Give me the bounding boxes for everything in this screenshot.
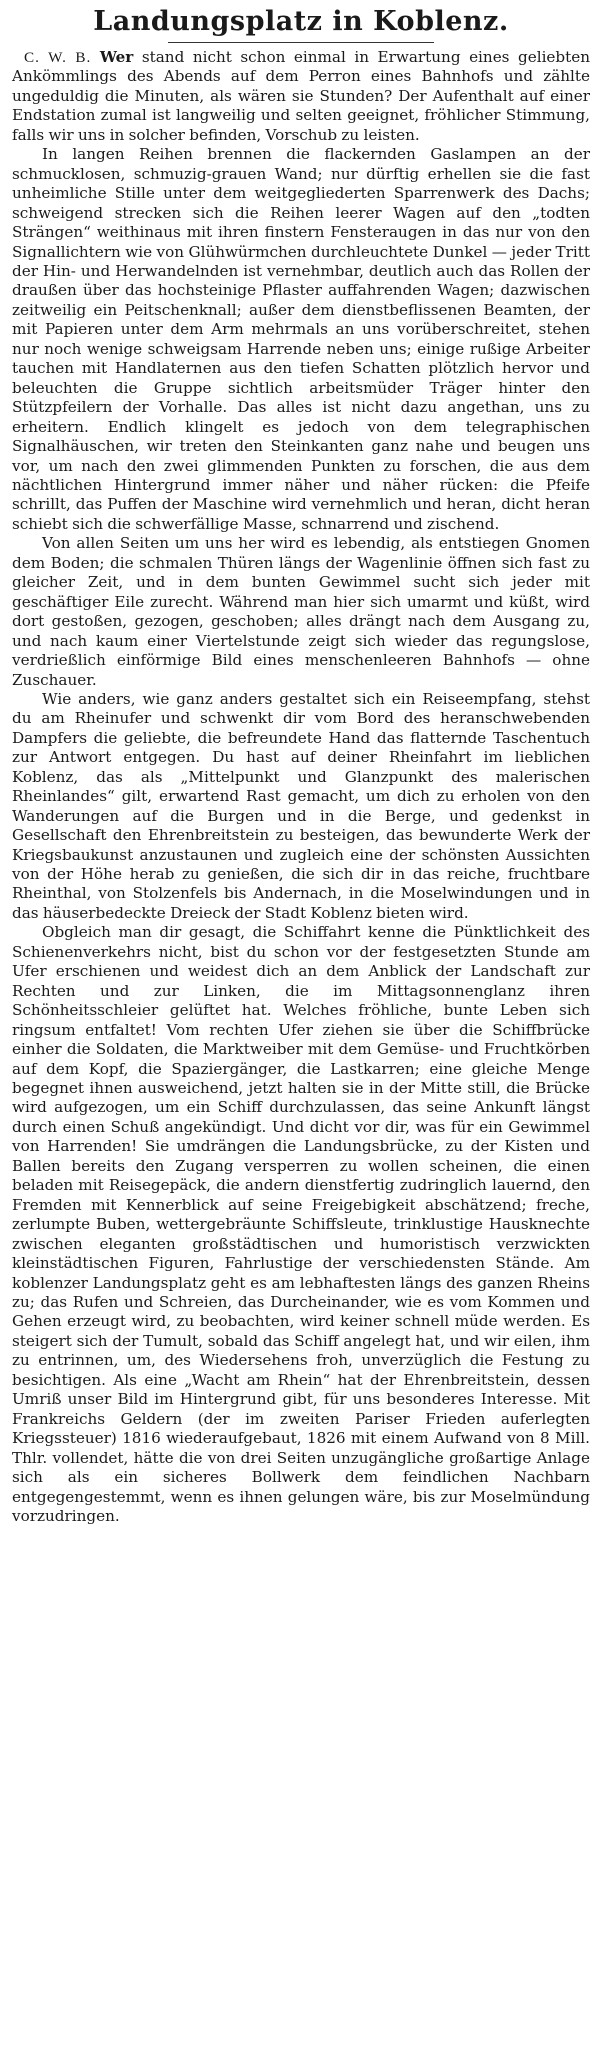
- author-initials: C. W. B.: [24, 49, 92, 66]
- article-paragraph-4: Wie anders, wie ganz anders gestaltet sich ein Reiseempfang, stehst du am Rheinufer und schwenkt dir vom Bord des heranschwebenden Dampfers die geliebte, die befreundete Hand das flatternde Taschentuch zur Antwort entgegen. Du hast auf deiner Rheinfahrt im lieblichen Koblenz, das als „Mittelpunkt und Glanzpunkt des malerischen Rheinlandes“ gilt, erwartend Rast gemacht, um dich zu erholen von den Wanderungen auf die Burgen und in die Berge, und gedenkst in Gesellschaft den Ehrenbreitstein zu besteigen, das bewunderte Werk der Kriegsbaukunst anzustaunen und zugleich eine der schönsten Aussichten von der Höhe herab zu genießen, die sich dir in das reiche, fruchtbare Rheinthal, von Stolzenfels bis Andernach, in die Moselwindungen und in das häuserbedeckte Dreieck der Stadt Koblenz bieten wird.: [12, 689, 590, 922]
- title-divider: [168, 42, 434, 43]
- article-paragraph-5: Obgleich man dir gesagt, die Schiffahrt kenne die Pünktlichkeit des Schienenverkehrs nicht, bist du schon vor der festgesetzten Stunde am Ufer erschienen und weidest dich an dem Anblick der Landschaft zur Rechten und zur Linken, die im Mittagsonnenglanz ihren Schönheitsschleier gelüftet hat. Welches fröhliche, bunte Leben sich ringsum entfaltet! Vom rechten Ufer ziehen sie über die Schiffbrücke einher die Soldaten, die Marktweiber mit dem Gemüse- und Fruchtkörben auf dem Kopf, die Spaziergänger, die Lastkarren; eine gleiche Menge begegnet ihnen ausweichend, jetzt halten sie in der Mitte still, die Brücke wird aufgezogen, um ein Schiff durchzulassen, das seine Ankunft längst durch einen Schuß angekündigt. Und dicht vor dir, was für ein Gewimmel von Harrenden! Sie umdrängen die Landungsbrücke, zu der Kisten und Ballen bereits den Zugang versperren zu wollen scheinen, die einen beladen mit Reisegepäck, die andern dienstfertig zudringlich lauernd, den Fremden mit Kennerblick auf seine Freigebigkeit abschätzend; freche, zerlumpte Buben, wettergebräunte Schiffsleute, trinklustige Hausknechte zwischen eleganten großstädtischen und humoristisch verzwickten kleinstädtischen Figuren, Fahrlustige der verschiedensten Stände. Am koblenzer Landungsplatz geht es am lebhaftesten längs des ganzen Rheins zu; das Rufen und Schreien, das Durcheinander, wie es vom Kommen und Gehen erzeugt wird, zu beobachten, wird keiner schnell müde werden. Es steigert sich der Tumult, sobald das Schiff angelegt hat, und wir eilen, ihm zu entrinnen, um, des Wiedersehens froh, unverzüglich die Festung zu besichtigen. Als eine „Wacht am Rhein“ hat der Ehrenbreitstein, dessen Umriß unser Bild im Hintergrund gibt, für uns besonderes Interesse. Mit Frankreichs Geldern (der im zweiten Pariser Frieden auferlegten Kriegssteuer) 1816 wiederaufgebaut, 1826 mit einem Aufwand von 8 Mill. Thlr. vollendet, hätte die von drei Seiten unzugängliche großartige Anlage sich als ein sicheres Bollwerk dem feindlichen Nachbarn entgegengestemmt, wenn es ihnen gelungen wäre, bis zur Moselmündung vorzudringen.: [12, 923, 590, 1525]
- paragraph-text: stand nicht schon einmal in Erwartung eines geliebten Ankömmlings des Abends auf dem Perron eines Bahnhofs und zählte ungeduldig die Minuten, als wären sie Stunden? Der Aufenthalt auf einer Endstation zumal ist langweilig und selten geeignet, fröhlicher Stimmung, falls wir uns in solcher befinden, Vorschub zu leisten.: [12, 48, 591, 144]
- article-title: Landungsplatz in Koblenz.: [93, 6, 509, 37]
- article-paragraph-3: Von allen Seiten um uns her wird es lebendig, als entstiegen Gnomen dem Boden; die schmalen Thüren längs der Wagenlinie öffnen sich fast zu gleicher Zeit, und in dem bunten Gewimmel sucht sich jeder mit geschäftiger Eile zurecht. Während man hier sich umarmt und küßt, wird dort gestoßen, gezogen, geschoben; alles drängt nach dem Ausgang zu, und nach kaum einer Viertelstunde zeigt sich wieder das regungslose, verdrießlich einförmige Bild eines menschenleeren Bahnhofs — ohne Zuschauer.: [12, 534, 590, 689]
- article-paragraph-1: [12, 48, 590, 145]
- lead-word: Wer: [99, 48, 134, 66]
- article-paragraph-2: In langen Reihen brennen die flackernden Gaslampen an der schmucklosen, schmuzig-grauen Wand; nur dürftig erhellen sie die fast unheimliche Stille unter dem weitgegliederten Sparrenwerk des Dachs; schweigend strecken sich die Reihen leerer Wagen auf den „todten Strängen“ weithinaus mit ihren finstern Fensteraugen in das nur von den Signallichtern wie von Glühwürmchen durchleuchtete Dunkel — jeder Tritt der Hin- und Herwandelnden ist vernehmbar, deutlich auch das Rollen der draußen über das hochsteinige Pflaster auffahrenden Wagen; dazwischen zeitweilig ein Peitschenknall; außer dem dienstbeflissenen Beamten, der mit Papieren unter dem Arm mehrmals an uns vorüberschreitet, stehen nur noch wenige schweigsam Harrende neben uns; einige rußige Arbeiter tauchen mit Handlaternen aus den tiefen Schatten plötzlich hervor und beleuchten die Gruppe sichtlich arbeitsmüder Träger hinter den Stützpfeilern der Vorhalle. Das alles ist nicht dazu angethan, uns zu erheitern. Endlich klingelt es jedoch von dem telegraphischen Signalhäuschen, wir treten den Steinkanten ganz nahe und beugen uns vor, um nach den zwei glimmenden Punkten zu forschen, die aus dem nächtlichen Hintergrund immer näher und näher rücken: die Pfeife schrillt, das Puffen der Maschine wird vernehmlich und heran, dicht heran schiebt sich die schwerfällige Masse, schnarrend und zischend.: [12, 145, 590, 533]
